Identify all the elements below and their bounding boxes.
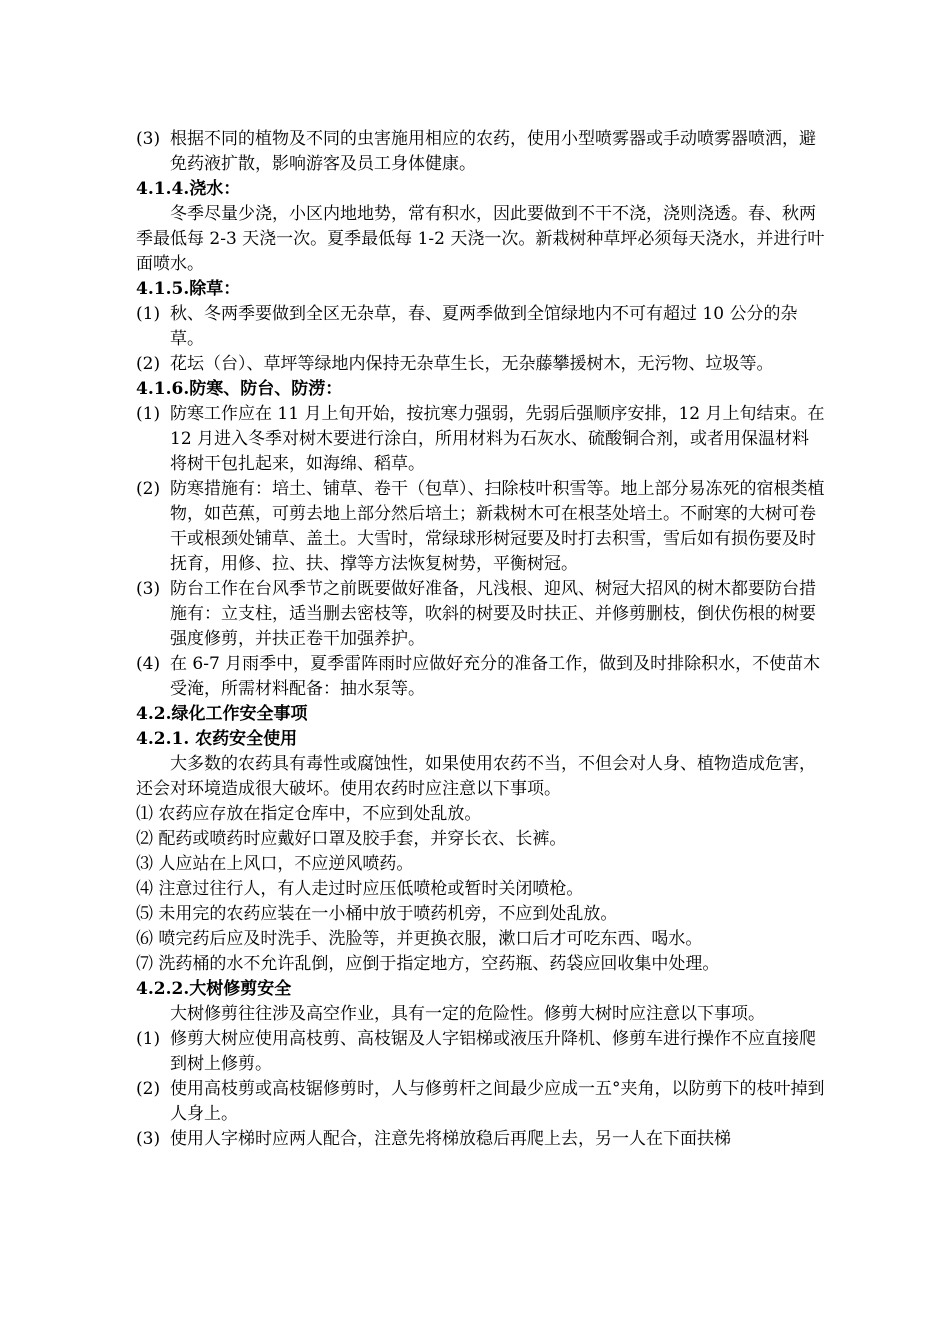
numbered-item — [136, 302, 826, 352]
numbered-item — [136, 1027, 826, 1077]
list-item: ⑹ 喷完药后应及时洗手、洗脸等，并更换衣服，漱口后才可吃东西、喝水。 — [136, 929, 703, 949]
section-heading: 4.2.绿化工作安全事项 — [136, 704, 308, 724]
list-item: ⑺ 洗药桶的水不允许乱倒，应倒于指定地方，空药瓶、药袋应回收集中处理。 — [136, 954, 720, 974]
item-text: 使用人字梯时应两人配合，注意先将梯放稳后再爬上去，另一人在下面扶梯 — [170, 1129, 731, 1149]
item-text: 防台工作在台风季节之前既要做好准备，凡浅根、迎风、树冠大招风的树木都要防台措施有：立支柱，适当删去密枝等，吹斜的树要及时扶正、并修剪删枝，倒伏伤根的树要强度修剪，并扶正卷干加强养护。 — [170, 579, 816, 649]
paragraph: 大树修剪往往涉及高空作业，具有一定的危险性。修剪大树时应注意以下事项。 — [170, 1004, 765, 1024]
list-item: ⑵ 配药或喷药时应戴好口罩及胶手套，并穿长衣、长裤。 — [136, 829, 567, 849]
item-number: (1) — [136, 1029, 161, 1049]
paragraph: 冬季尽量少浇，小区内地地势，常有积水，因此要做到不干不浇，浇则浇透。春、秋两季最低每 2-3 天浇一次。夏季最低每 1-2 天浇一次。新栽树种草坪必须每天浇水，并进行叶面喷水。 — [136, 204, 825, 274]
item-number: (2) — [136, 354, 161, 374]
paragraph: 大多数的农药具有毒性或腐蚀性，如果使用农药不当，不但会对人身、植物造成危害，还会对环境造成很大破坏。使用农药时应注意以下事项。 — [136, 754, 816, 799]
item-text: 花坛（台）、草坪等绿地内保持无杂草生长，无杂藤攀援树木，无污物、垃圾等。 — [170, 354, 774, 374]
section-heading: 4.2.1. 农药安全使用 — [136, 729, 298, 749]
section-heading: 4.1.6.防寒、防台、防涝： — [136, 379, 343, 399]
item-number: (1) — [136, 304, 161, 324]
numbered-item — [136, 1127, 826, 1152]
item-number: (3) — [136, 129, 161, 149]
item-number: (1) — [136, 404, 161, 424]
item-text: 使用高枝剪或高枝锯修剪时，人与修剪杆之间最少应成一五°夹角，以防剪下的枝叶掉到人身上。 — [170, 1079, 825, 1124]
item-text: 根据不同的植物及不同的虫害施用相应的农药，使用小型喷雾器或手动喷雾器喷洒，避免药液扩散，影响游客及员工身体健康。 — [170, 129, 816, 174]
list-item: ⑴ 农药应存放在指定仓库中，不应到处乱放。 — [136, 804, 482, 824]
section-heading: 4.1.4.浇水： — [136, 179, 241, 199]
item-text: 防寒措施有：培土、铺草、卷干（包草）、扫除枝叶积雪等。地上部分易冻死的宿根类植物，如芭蕉，可剪去地上部分然后培土；新栽树木可在根茎处培土。不耐寒的大树可卷干或根颈处铺草、盖土。大雪时，常绿球形树冠要及时打去积雪，雪后如有损伤要及时抚育，用修、拉、扶、撑等方法恢复树势，平衡树冠。 — [170, 479, 825, 574]
list-item: ⑷ 注意过往行人，有人走过时应压低喷枪或暂时关闭喷枪。 — [136, 879, 584, 899]
numbered-item — [136, 352, 826, 377]
item-number: (2) — [136, 1079, 161, 1099]
list-item: ⑶ 人应站在上风口，不应逆风喷药。 — [136, 854, 414, 874]
numbered-item — [136, 127, 826, 177]
item-text: 防寒工作应在 11 月上旬开始，按抗寒力强弱，先弱后强顺序安排，12 月上旬结束。在 12 月进入冬季对树木要进行涂白，所用材料为石灰水、硫酸铜合剂，或者用保温材料将树干包扎起来，如海绵、稻草。 — [170, 404, 825, 474]
document-body — [136, 127, 826, 1152]
item-number: (3) — [136, 1129, 161, 1149]
numbered-item — [136, 652, 826, 702]
item-text: 秋、冬两季要做到全区无杂草，春、夏两季做到全馆绿地内不可有超过 10 公分的杂草。 — [170, 304, 798, 349]
numbered-item — [136, 477, 826, 577]
numbered-item — [136, 577, 826, 652]
item-number: (2) — [136, 479, 161, 499]
list-item: ⑸ 未用完的农药应装在一小桶中放于喷药机旁，不应到处乱放。 — [136, 904, 618, 924]
item-number: (3) — [136, 579, 161, 599]
numbered-item — [136, 1077, 826, 1127]
item-text: 在 6-7 月雨季中，夏季雷阵雨时应做好充分的准备工作，做到及时排除积水，不使苗木受淹，所需材料配备：抽水泵等。 — [170, 654, 821, 699]
section-heading: 4.2.2.大树修剪安全 — [136, 979, 292, 999]
item-text: 修剪大树应使用高枝剪、高枝锯及人字铝梯或液压升降机、修剪车进行操作不应直接爬到树上修剪。 — [170, 1029, 816, 1074]
item-number: (4) — [136, 654, 161, 674]
numbered-item — [136, 402, 826, 477]
section-heading: 4.1.5.除草： — [136, 279, 241, 299]
